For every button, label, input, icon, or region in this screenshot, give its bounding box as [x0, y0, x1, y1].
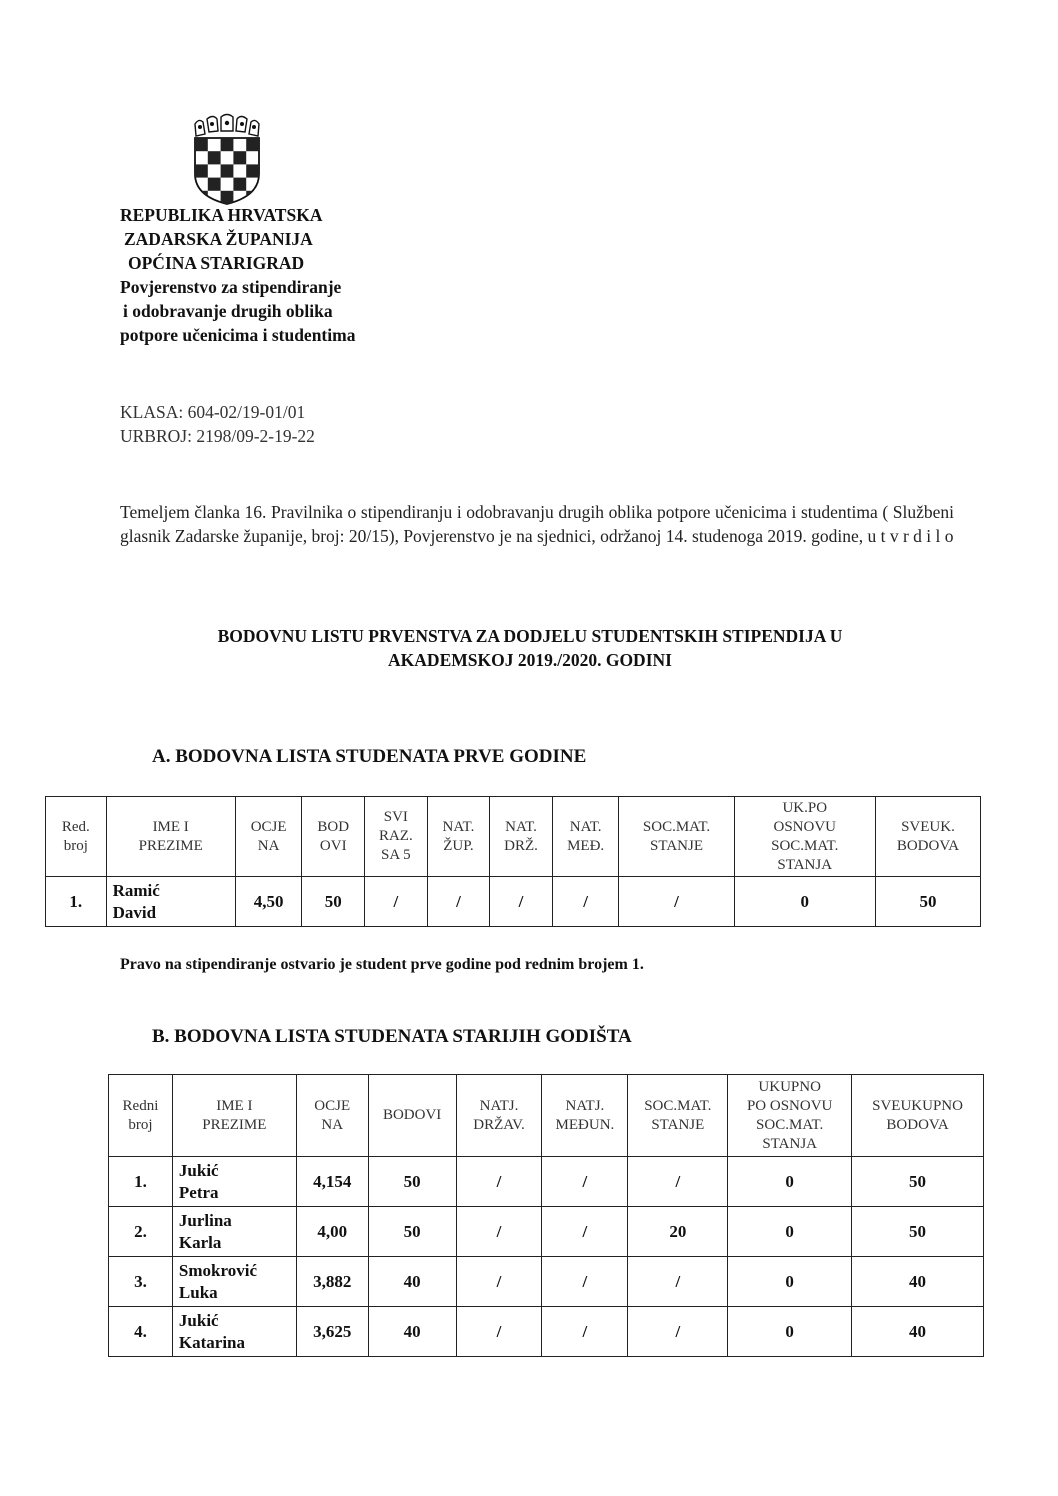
cell-no: 1. — [46, 877, 107, 927]
cell-nat-med: / — [552, 877, 619, 927]
col-b-header-7 — [728, 1075, 852, 1157]
county-name: ZADARSKA ŽUPANIJA — [124, 229, 313, 249]
cell-soc-total: 0 — [728, 1207, 852, 1257]
coat-of-arms-icon — [189, 112, 265, 206]
header-text: STANJE — [651, 1116, 705, 1133]
reference-numbers — [120, 400, 315, 448]
header-text: IME I — [216, 1097, 253, 1114]
header-text: OCJE — [314, 1097, 351, 1114]
header-text: STANJA — [762, 1135, 817, 1152]
cell-grade: 4,50 — [235, 877, 302, 927]
country-name: REPUBLIKA HRVATSKA — [120, 205, 323, 225]
section-a-title: A. BODOVNA LISTA STUDENATA PRVE GODINE — [152, 746, 587, 767]
cell-grade: 4,154 — [296, 1157, 368, 1207]
urbroj-number: URBROJ: 2198/09-2-19-22 — [120, 426, 315, 446]
header-text: NATJ. — [565, 1097, 605, 1114]
cell-nat-med: / — [542, 1207, 628, 1257]
cell-nat-drz: / — [456, 1257, 542, 1307]
header-text: BOD — [317, 818, 350, 835]
header-text: NAT. — [442, 818, 475, 835]
cell-points: 50 — [368, 1157, 456, 1207]
cell-all5: / — [365, 877, 428, 927]
col-a-header-7 — [552, 797, 619, 877]
header-text: broj — [63, 837, 88, 854]
table-row — [109, 1257, 984, 1307]
table-header-row — [46, 797, 981, 877]
student-first-name: Luka — [178, 1282, 218, 1302]
cell-nat-drz: / — [456, 1307, 542, 1357]
col-a-header-1 — [106, 797, 235, 877]
header-text: broj — [128, 1116, 153, 1133]
header-text: DRŽAV. — [473, 1116, 525, 1133]
document-title-line2: AKADEMSKOJ 2019./2020. GODINI — [388, 650, 672, 670]
cell-soc-total: 0 — [728, 1257, 852, 1307]
cell-grade: 3,882 — [296, 1257, 368, 1307]
col-a-header-6 — [490, 797, 553, 877]
col-a-header-0 — [46, 797, 107, 877]
cell-points: 40 — [368, 1307, 456, 1357]
cell-soc-total: 0 — [734, 877, 875, 927]
cell-nat-zup: / — [427, 877, 490, 927]
student-surname: Jurlina — [178, 1210, 232, 1230]
header-text: PO OSNOVU — [746, 1097, 833, 1114]
intro-paragraph: Temeljem članka 16. Pravilnika o stipendiranju i odobravanju drugih oblika potpore učenicima i studentima ( Službeni glasnik Zadarske županije, broj: 20/15), Povjerenstvo je na sjednici, održanoj 14. studenoga 2019. godine, u t v r d i l o — [120, 502, 954, 546]
student-name-cell — [172, 1157, 296, 1207]
section-b-title: B. BODOVNA LISTA STUDENATA STARIJIH GODIŠTA — [152, 1026, 632, 1047]
table-row — [109, 1207, 984, 1257]
header-text: PREZIME — [202, 1116, 267, 1133]
header-text: NA — [257, 837, 280, 854]
cell-soc-total: 0 — [728, 1157, 852, 1207]
cell-grade: 3,625 — [296, 1307, 368, 1357]
document-title — [100, 624, 960, 672]
header-text: IME I — [152, 818, 189, 835]
student-first-name: Petra — [178, 1182, 219, 1202]
cell-nat-med: / — [542, 1157, 628, 1207]
header-text: BODOVA — [896, 837, 960, 854]
student-name-cell — [172, 1257, 296, 1307]
header-text: MEĐ. — [567, 837, 605, 854]
cell-total: 50 — [852, 1207, 984, 1257]
cell-soc-total: 0 — [728, 1307, 852, 1357]
header-text: NAT. — [505, 818, 537, 835]
cell-total: 50 — [852, 1157, 984, 1207]
cell-points: 40 — [368, 1257, 456, 1307]
header-text: SA 5 — [381, 847, 411, 863]
header-text: UKUPNO — [758, 1078, 821, 1095]
cell-nat-drz: / — [456, 1157, 542, 1207]
header-text: SVEUKUPNO — [872, 1097, 963, 1114]
header-text: SOC.MAT. — [642, 818, 711, 835]
header-text: NAT. — [569, 818, 602, 835]
col-a-header-9 — [734, 797, 875, 877]
cell-soc: 20 — [628, 1207, 728, 1257]
col-b-header-5 — [542, 1075, 628, 1157]
col-a-header-8 — [619, 797, 734, 877]
table-row — [46, 877, 981, 927]
header-text: BODOVA — [886, 1116, 949, 1133]
student-name-cell — [172, 1307, 296, 1357]
cell-nat-med: / — [542, 1257, 628, 1307]
cell-points: 50 — [368, 1207, 456, 1257]
student-surname: Jukić — [178, 1160, 219, 1180]
col-a-header-2 — [235, 797, 302, 877]
col-a-header-4 — [365, 797, 428, 877]
senior-years-ranking-table — [108, 1074, 984, 1357]
student-surname: Smokrović — [178, 1260, 257, 1280]
header-text: Red. — [61, 818, 90, 835]
col-a-header-5 — [427, 797, 490, 877]
committee-name-line2: i odobravanje drugih oblika — [123, 301, 333, 321]
header-text: DRŽ. — [504, 837, 538, 854]
cell-total: 50 — [875, 877, 980, 927]
cell-no: 3. — [109, 1257, 173, 1307]
document-title-line1: BODOVNU LISTU PRVENSTVA ZA DODJELU STUDENTSKIH STIPENDIJA U — [217, 626, 843, 646]
col-a-header-3 — [302, 797, 365, 877]
header-text: BODOVI — [382, 1107, 442, 1123]
header-text: PREZIME — [138, 837, 203, 854]
cell-grade: 4,00 — [296, 1207, 368, 1257]
header-text: OVI — [319, 837, 347, 854]
municipality-name: OPĆINA STARIGRAD — [128, 253, 305, 273]
cell-nat-drz: / — [490, 877, 553, 927]
student-name-cell — [106, 877, 235, 927]
student-surname: Jukić — [178, 1310, 219, 1330]
header-text: NATJ. — [479, 1097, 519, 1114]
header-text: Redni — [122, 1097, 159, 1114]
committee-name-line3: potpore učenicima i studentima — [120, 325, 356, 345]
table-row — [109, 1307, 984, 1357]
header-text: NA — [321, 1116, 344, 1133]
student-first-name: Karla — [178, 1232, 222, 1252]
committee-name-line1: Povjerenstvo za stipendiranje — [120, 277, 342, 297]
student-first-name: David — [112, 902, 157, 922]
student-name-cell — [172, 1207, 296, 1257]
cell-no: 4. — [109, 1307, 173, 1357]
header-text: ŽUP. — [443, 837, 474, 854]
header-text: STANJE — [650, 837, 703, 854]
header-text: SVEUK. — [901, 818, 955, 835]
cell-total: 40 — [852, 1257, 984, 1307]
issuer-header — [120, 203, 355, 347]
table-header-row — [109, 1075, 984, 1157]
first-year-note: Pravo na stipendiranje ostvario je student prve godine pod rednim brojem 1. — [120, 956, 644, 973]
student-surname: Ramić — [112, 880, 160, 900]
header-text: SVI — [383, 809, 408, 825]
header-text: RAZ. — [378, 828, 413, 844]
cell-soc: / — [628, 1307, 728, 1357]
col-b-header-8 — [852, 1075, 984, 1157]
col-b-header-4 — [456, 1075, 542, 1157]
cell-points: 50 — [302, 877, 365, 927]
cell-nat-med: / — [542, 1307, 628, 1357]
col-b-header-1 — [172, 1075, 296, 1157]
col-a-header-10 — [875, 797, 980, 877]
col-b-header-2 — [296, 1075, 368, 1157]
col-b-header-6 — [628, 1075, 728, 1157]
table-row — [109, 1157, 984, 1207]
header-text: OSNOVU — [773, 818, 836, 835]
cell-no: 2. — [109, 1207, 173, 1257]
header-text: OCJE — [250, 818, 287, 835]
header-text: MEĐUN. — [555, 1116, 615, 1133]
first-year-ranking-table — [45, 796, 981, 927]
col-b-header-3 — [368, 1075, 456, 1157]
header-text: SOC.MAT. — [756, 1116, 824, 1133]
header-text: STANJA — [777, 856, 833, 873]
header-text: UK.PO — [782, 799, 828, 816]
cell-total: 40 — [852, 1307, 984, 1357]
cell-soc: / — [628, 1257, 728, 1307]
header-text: SOC.MAT. — [644, 1097, 712, 1114]
cell-nat-drz: / — [456, 1207, 542, 1257]
cell-soc: / — [619, 877, 734, 927]
klasa-number: KLASA: 604-02/19-01/01 — [120, 402, 306, 422]
col-b-header-0 — [109, 1075, 173, 1157]
cell-soc: / — [628, 1157, 728, 1207]
header-text: SOC.MAT. — [771, 837, 839, 854]
cell-no: 1. — [109, 1157, 173, 1207]
student-first-name: Katarina — [178, 1332, 246, 1352]
